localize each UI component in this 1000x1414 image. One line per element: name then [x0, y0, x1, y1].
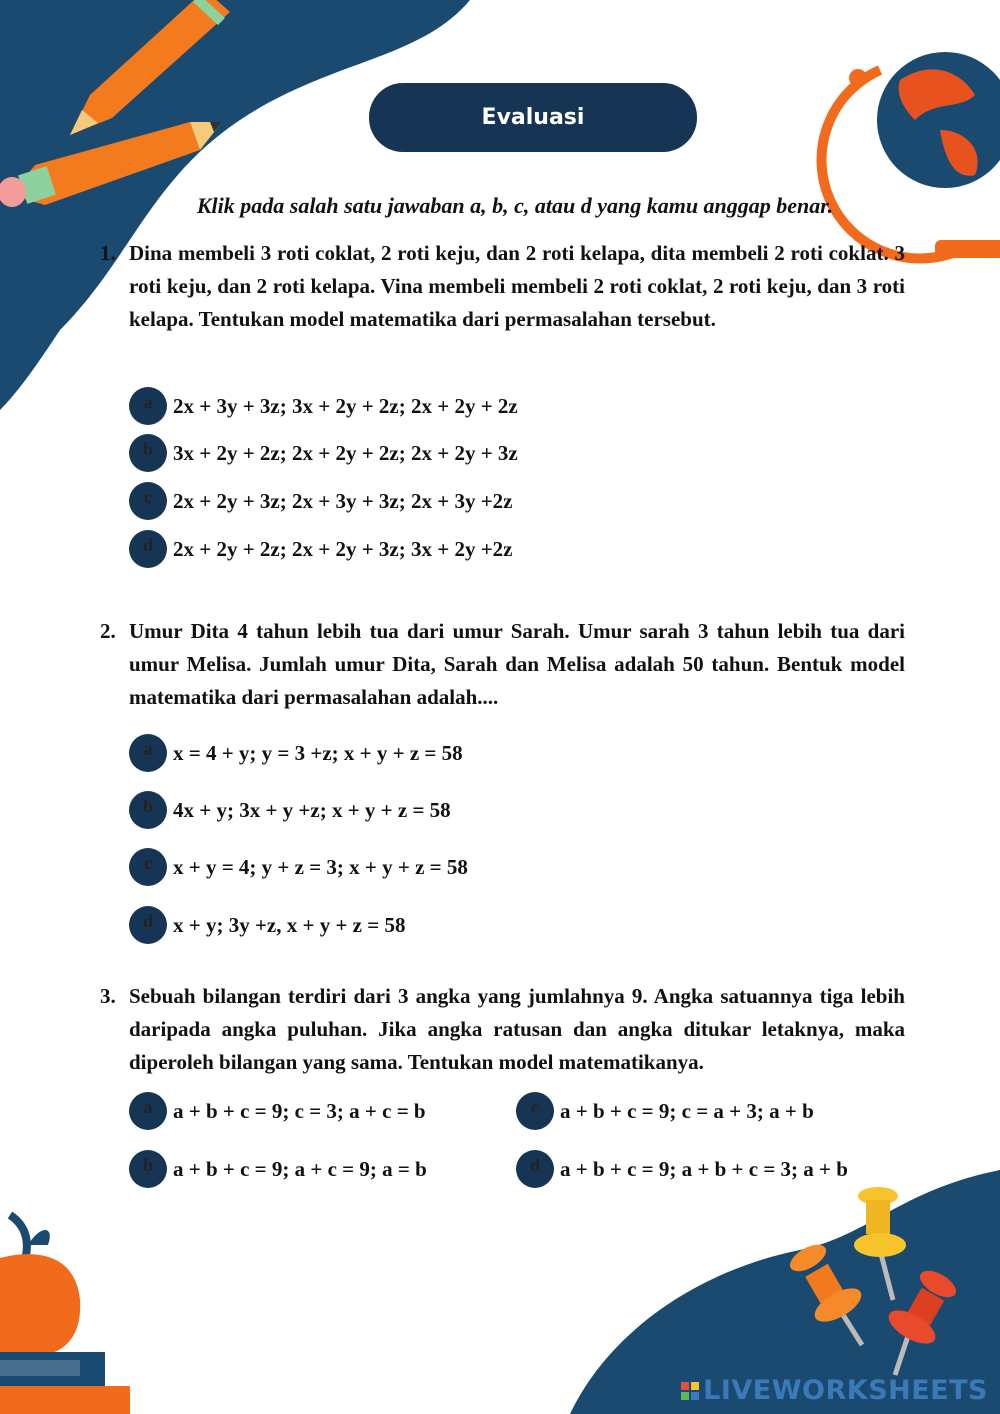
q2-option-d[interactable]	[129, 906, 405, 944]
option-badge: b	[129, 791, 167, 829]
option-text: 2x + 2y + 2z; 2x + 2y + 3z; 3x + 2y +2z	[173, 536, 513, 561]
q2-option-b[interactable]	[129, 791, 451, 829]
option-badge: a	[129, 734, 167, 772]
option-badge: a	[129, 1092, 167, 1130]
question-2	[100, 615, 905, 714]
option-badge: c	[516, 1092, 554, 1130]
option-text: a + b + c = 9; c = a + 3; a + b	[560, 1098, 814, 1123]
liveworksheets-logo[interactable]	[681, 1375, 988, 1406]
q3-option-c[interactable]	[516, 1092, 814, 1130]
q1-option-a[interactable]	[129, 387, 518, 425]
q1-option-b[interactable]	[129, 434, 518, 472]
option-text: x + y = 4; y + z = 3; x + y + z = 58	[173, 854, 468, 879]
option-text: 3x + 2y + 2z; 2x + 2y + 2z; 2x + 2y + 3z	[173, 440, 518, 465]
question-text: Dina membeli 3 roti coklat, 2 roti keju, dan 2 roti kelapa, dita membeli 2 roti coklat. 3 roti keju, dan 2 roti kelapa. Vina membeli membeli 2 roti coklat, 2 roti keju, dan 3 roti kelapa. Tentukan model matematika dari permasalahan tersebut.	[129, 241, 905, 331]
instruction-text: Klik pada salah satu jawaban a, b, c, atau d yang kamu anggap benar.	[196, 193, 834, 218]
brand-grid-icon	[681, 1382, 699, 1400]
q3-option-b[interactable]	[129, 1150, 427, 1188]
q1-option-c[interactable]	[129, 482, 513, 520]
q3-option-d[interactable]	[516, 1150, 848, 1188]
question-text: Sebuah bilangan terdiri dari 3 angka yang jumlahnya 9. Angka satuannya tiga lebih daripada angka puluhan. Jika angka ratusan dan angka ditukar letaknya, maka diperoleh bilangan yang sama. Tentukan model matematikanya.	[129, 984, 905, 1074]
question-number: 3.	[100, 984, 116, 1008]
option-text: x = 4 + y; y = 3 +z; x + y + z = 58	[173, 740, 463, 765]
question-number: 2.	[100, 619, 116, 643]
brand-text: LIVEWORKSHEETS	[703, 1375, 988, 1406]
option-text: a + b + c = 9; a + b + c = 3; a + b	[560, 1156, 848, 1181]
option-badge: d	[129, 530, 167, 568]
option-badge: d	[516, 1150, 554, 1188]
q2-option-c[interactable]	[129, 848, 468, 886]
q3-option-a[interactable]	[129, 1092, 426, 1130]
option-badge: a	[129, 387, 167, 425]
question-1	[100, 237, 905, 336]
option-badge: b	[129, 434, 167, 472]
q2-option-a[interactable]	[129, 734, 463, 772]
question-text: Umur Dita 4 tahun lebih tua dari umur Sarah. Umur sarah 3 tahun lebih tua dari umur Melisa. Jumlah umur Dita, Sarah dan Melisa adalah 50 tahun. Bentuk model matematika dari permasalahan adalah....	[129, 619, 905, 709]
option-text: a + b + c = 9; c = 3; a + c = b	[173, 1098, 426, 1123]
option-text: 4x + y; 3x + y +z; x + y + z = 58	[173, 797, 451, 822]
question-3	[100, 980, 905, 1079]
option-text: 2x + 3y + 3z; 3x + 2y + 2z; 2x + 2y + 2z	[173, 393, 518, 418]
option-badge: b	[129, 1150, 167, 1188]
option-badge: c	[129, 848, 167, 886]
option-text: a + b + c = 9; a + c = 9; a = b	[173, 1156, 427, 1181]
page-title: Evaluasi	[369, 83, 697, 152]
question-number: 1.	[100, 241, 116, 265]
apple-on-books-icon	[0, 1215, 130, 1414]
q1-option-d[interactable]	[129, 530, 513, 568]
option-badge: d	[129, 906, 167, 944]
globe-icon	[822, 52, 1000, 258]
option-badge: c	[129, 482, 167, 520]
option-text: x + y; 3y +z, x + y + z = 58	[173, 912, 406, 937]
option-text: 2x + 2y + 3z; 2x + 3y + 3z; 2x + 3y +2z	[173, 488, 513, 513]
